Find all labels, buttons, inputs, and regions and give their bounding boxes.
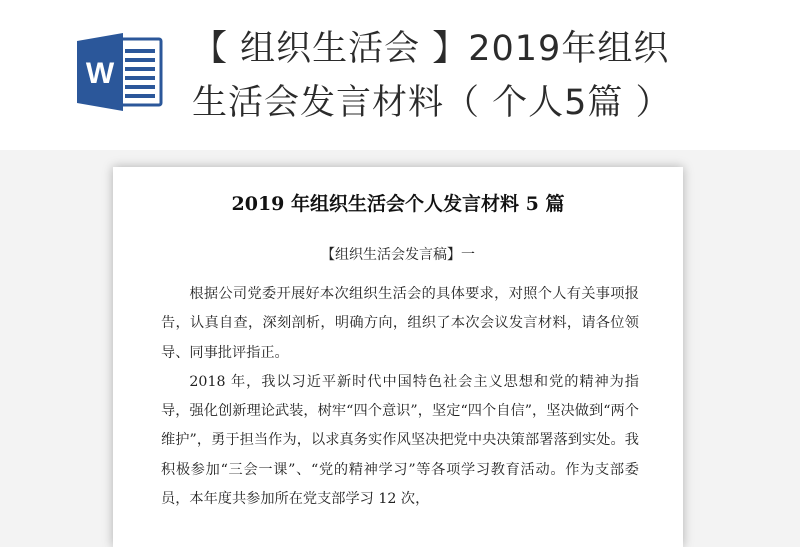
page-title-line-2: 生活会发言材料（ 个人5篇 ） xyxy=(192,83,672,123)
header-banner xyxy=(0,0,800,150)
body-paragraph: 根据公司党委开展好本次组织生活会的具体要求，对照个人有关事项报告，认真自查，深刻剖析，明确方向，组织了本次会议发言材料，请各位领导、同事批评指正。 xyxy=(161,286,639,361)
page-title-line-1: 【 组织生活会 】2019年组织 xyxy=(192,29,670,69)
document-title: 2019 年组织生活会个人发言材料 5 篇 xyxy=(231,193,565,215)
body-paragraph: 2018 年，我以习近平新时代中国特色社会主义思想和党的精神为指导，强化创新理论武装，树牢“四个意识”，坚定“四个自信”，坚决做到“两个维护”，勇于担当作为，以求真务实作风坚决把党中央决策部署落到实处。我积极参加“三会一课”、“党的精神学习”等各项学习教育活动。作为支部委员，本年度共参加所在党支部学习 12 次， xyxy=(161,373,639,508)
document-subheading: 【组织生活会发言稿】一 xyxy=(321,247,475,263)
document-body xyxy=(161,280,639,514)
page-title xyxy=(192,22,752,130)
word-icon-letter: W xyxy=(85,57,115,90)
document-page xyxy=(113,167,683,547)
word-document-icon xyxy=(77,33,163,111)
